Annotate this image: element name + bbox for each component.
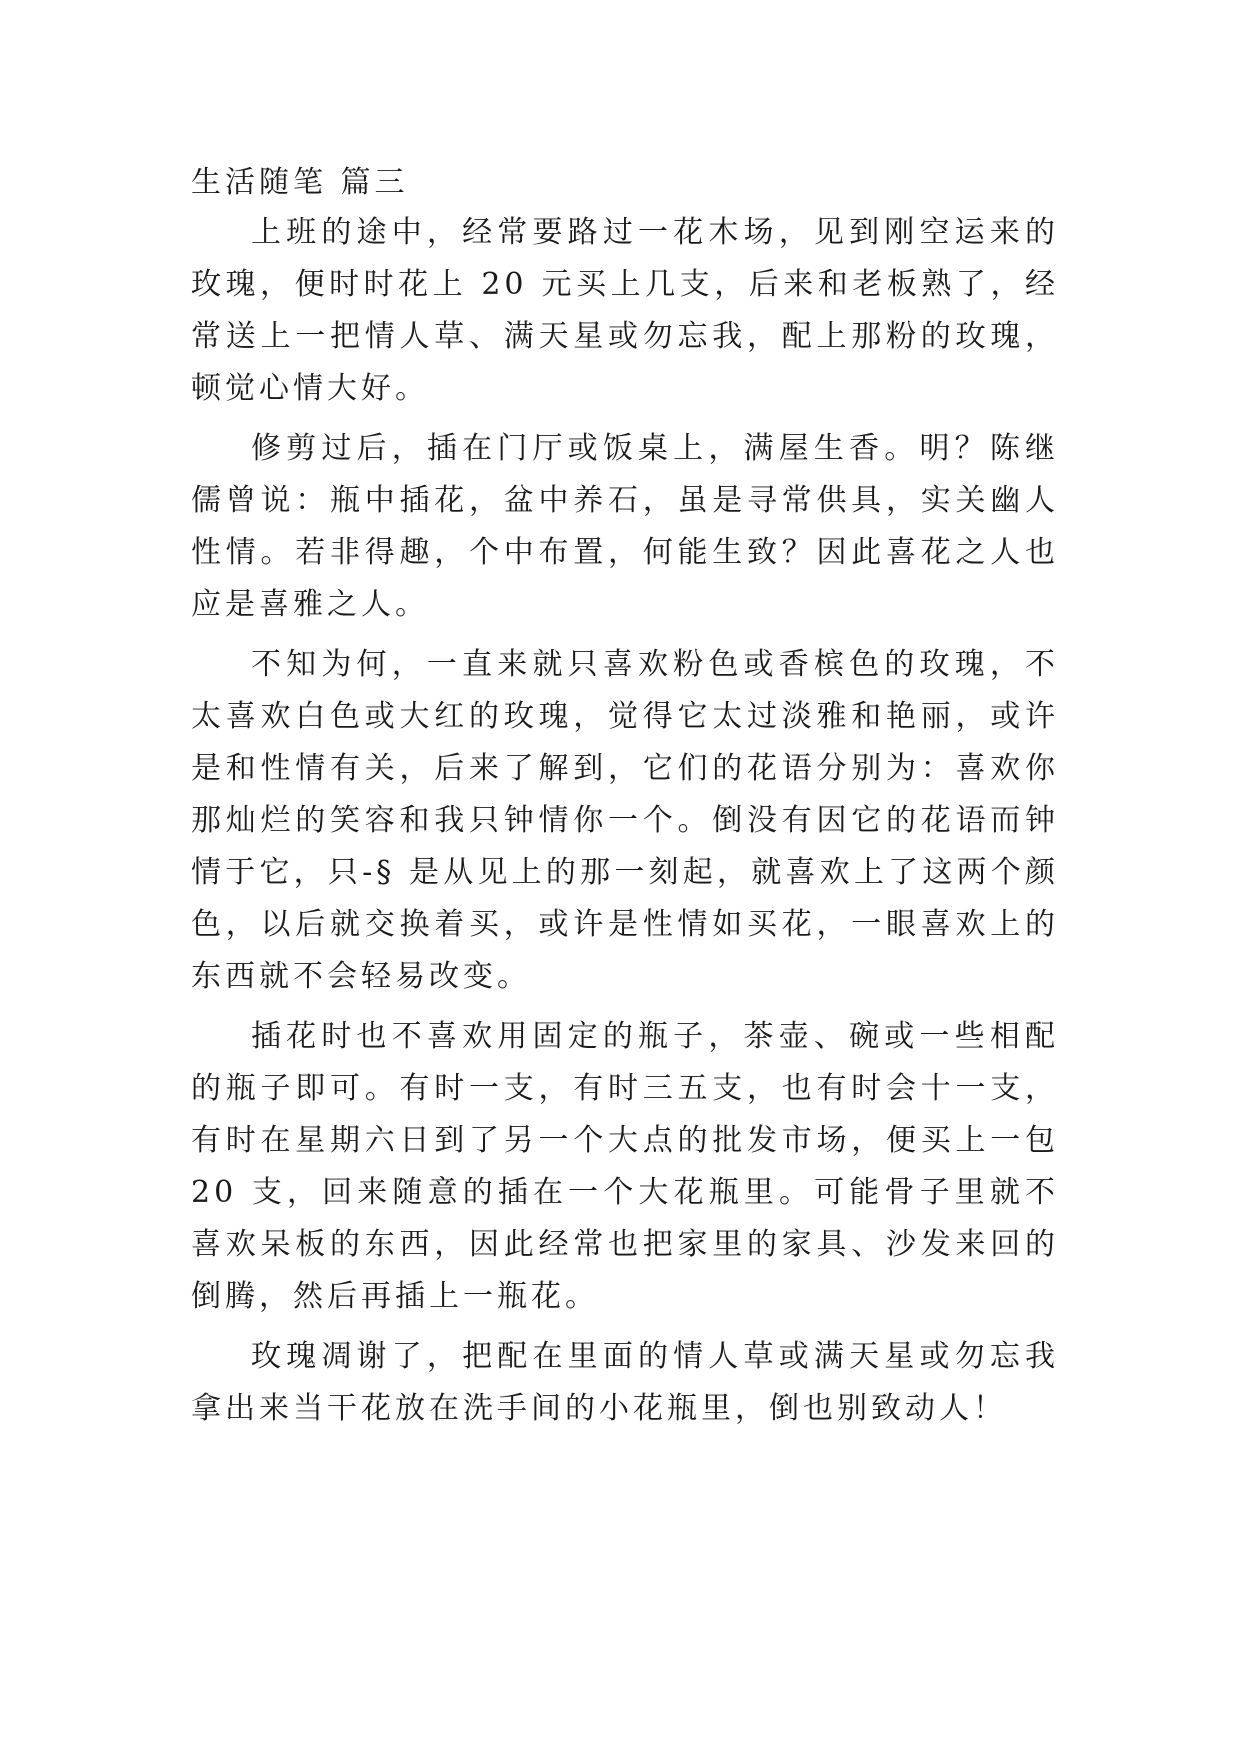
document-body	[191, 163, 1059, 1435]
paragraph-dried-flowers: 玫瑰凋谢了，把配在里面的情人草或满天星或勿忘我拿出来当干花放在洗手间的小花瓶里，倒也别致动人！	[191, 1339, 1059, 1426]
paragraph-vases: 插花时也不喜欢用固定的瓶子，茶壶、碗或一些相配的瓶子即可。有时一支，有时三五支，也有时会十一支，有时在星期六日到了另一个大点的批发市场，便买上一包 20 支，回来随意的插在一个大花瓶里。可能骨子里就不喜欢呆板的东西，因此经常也把家里的家具、沙发来回的倒腾，然后再插上一瓶花。	[191, 1019, 1059, 1314]
paragraph-chen-jiru-quote: 修剪过后，插在门厅或饭桌上，满屋生香。明？陈继儒曾说：瓶中插花，盆中养石，虽是寻常供具，实关幽人性情。若非得趣，个中布置，何能生致？因此喜花之人也应是喜雅之人。	[191, 431, 1059, 622]
page-title: 生活随笔 篇三	[191, 165, 409, 200]
paragraph-roses-commute: 上班的途中，经常要路过一花木场，见到刚空运来的玫瑰，便时时花上 20 元买上几支，后来和老板熟了，经常送上一把情人草、满天星或勿忘我，配上那粉的玫瑰，顿觉心情大好。	[191, 215, 1059, 406]
paragraph-rose-colors: 不知为何，一直来就只喜欢粉色或香槟色的玫瑰，不太喜欢白色或大红的玫瑰，觉得它太过淡雅和艳丽，或许是和性情有关，后来了解到，它们的花语分别为：喜欢你那灿烂的笑容和我只钟情你一个。倒没有因它的花语而钟情于它，只-§ 是从见上的那一刻起，就喜欢上了这两个颜色，以后就交换着买，或许是性情如买花，一眼喜欢上的东西就不会轻易改变。	[191, 647, 1059, 994]
